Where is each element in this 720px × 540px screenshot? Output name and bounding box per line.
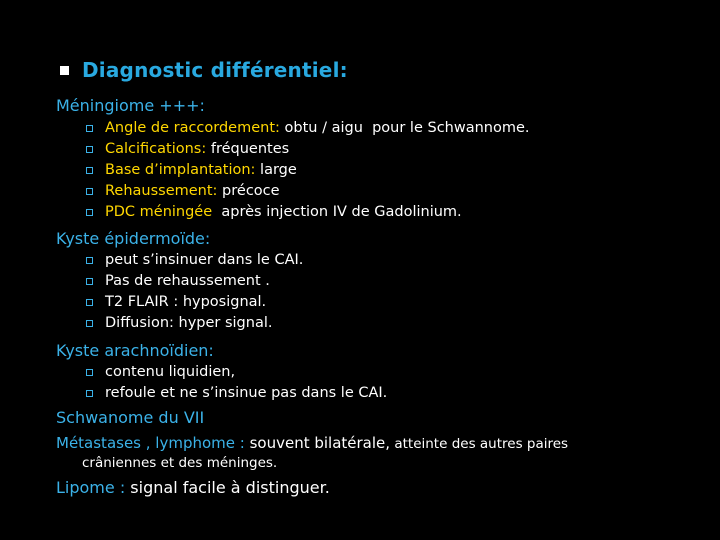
- square-bullet-icon: [86, 320, 93, 327]
- slide-title: Diagnostic différentiel:: [82, 58, 348, 82]
- item-text: après injection IV de Gadolinium.: [212, 204, 462, 220]
- item-text: contenu liquidien,: [105, 364, 236, 380]
- list-item: [86, 385, 387, 401]
- item-label: Base d’implantation:: [105, 162, 256, 178]
- list-item: [86, 162, 297, 178]
- item-label: Calcifications:: [105, 141, 207, 157]
- square-bullet-icon: [86, 209, 93, 216]
- lipome-label: Lipome :: [56, 478, 126, 497]
- list-item: [86, 183, 280, 199]
- metastases-continuation: crâniennes et des méninges.: [82, 455, 278, 471]
- heading-meningiome: Méningiome +++:: [56, 96, 205, 115]
- square-bullet-icon: [86, 188, 93, 195]
- item-label: Rehaussement:: [105, 183, 218, 199]
- list-item: [86, 364, 235, 380]
- square-bullet-icon: [86, 146, 93, 153]
- square-bullet-icon: [86, 257, 93, 264]
- square-bullet-icon: [86, 125, 93, 132]
- list-item: [86, 252, 303, 268]
- item-label: Angle de raccordement:: [105, 120, 280, 136]
- list-item: [86, 141, 289, 157]
- item-label: PDC méningée: [105, 204, 213, 220]
- item-text: large: [255, 162, 297, 178]
- item-text: refoule et ne s’insinue pas dans le CAI.: [105, 385, 388, 401]
- square-bullet-icon: [60, 66, 69, 75]
- heading-kyste-arachnoidien: Kyste arachnoïdien:: [56, 341, 214, 360]
- title-row: [60, 58, 348, 82]
- lipome-line: [56, 478, 330, 497]
- square-bullet-icon: [86, 369, 93, 376]
- item-text: Diffusion: hyper signal.: [105, 315, 273, 331]
- item-text: T2 FLAIR : hyposignal.: [105, 294, 267, 310]
- item-text: peut s’insinuer dans le CAI.: [105, 252, 304, 268]
- list-item: [86, 294, 266, 310]
- metastases-line: [56, 434, 568, 452]
- metastases-text-1: souvent bilatérale,: [244, 434, 391, 452]
- square-bullet-icon: [86, 299, 93, 306]
- item-text: obtu / aigu pour le Schwannome.: [279, 120, 530, 136]
- metastases-label: Métastases , lymphome :: [56, 434, 245, 452]
- metastases-text-2: atteinte des autres paires: [390, 436, 569, 452]
- list-item: [86, 273, 270, 289]
- list-item: [86, 120, 530, 136]
- list-item: [86, 204, 462, 220]
- square-bullet-icon: [86, 390, 93, 397]
- square-bullet-icon: [86, 278, 93, 285]
- heading-schwanome: Schwanome du VII: [56, 408, 205, 427]
- list-item: [86, 315, 272, 331]
- lipome-text: signal facile à distinguer.: [125, 478, 330, 497]
- item-text: Pas de rehaussement .: [105, 273, 270, 289]
- heading-kyste-epidermoide: Kyste épidermoïde:: [56, 229, 211, 248]
- item-text: précoce: [217, 183, 280, 199]
- item-text: fréquentes: [206, 141, 290, 157]
- square-bullet-icon: [86, 167, 93, 174]
